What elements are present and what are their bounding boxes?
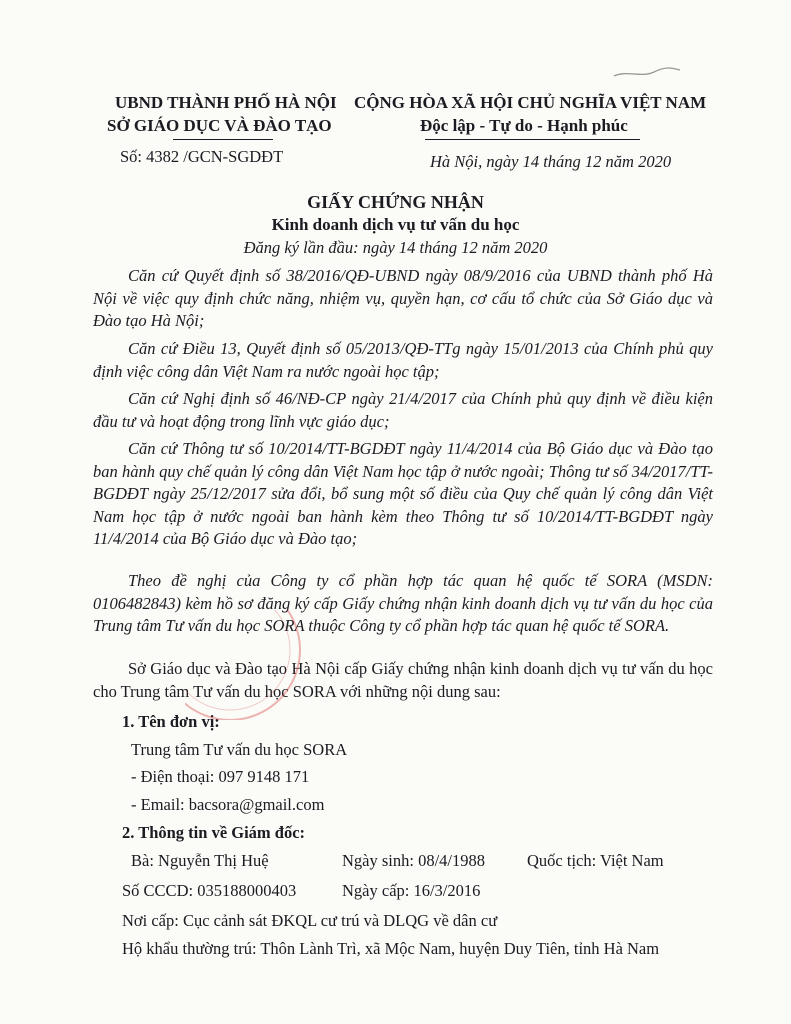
red-stamp-icon	[185, 610, 305, 720]
director-name: Bà: Nguyễn Thị Huệ	[131, 851, 269, 870]
issuer-line2: SỞ GIÁO DỤC VÀ ĐÀO TẠO	[107, 116, 332, 135]
document-title: GIẤY CHỨNG NHẬN	[307, 192, 484, 212]
unit-email: - Email: bacsora@gmail.com	[131, 795, 325, 814]
director-id-issue-date: Ngày cấp: 16/3/2016	[342, 881, 481, 900]
director-id-number: Số CCCD: 035188000403	[122, 881, 297, 900]
basis-paragraph-2: Căn cứ Điều 13, Quyết định số 05/2013/QĐ-TTg ngày 15/01/2013 của Chính phủ quy định việc công dân Việt Nam ra nước ngoài học tập;	[93, 339, 713, 381]
basis-paragraph-5: Theo đề nghị của Công ty cổ phần hợp tác quan hệ quốc tế SORA (MSDN: 0106482843) kèm hồ sơ đăng ký cấp Giấy chứng nhận kinh doanh dịch vụ tư vấn du học của Trung tâm Tư vấn du học SORA thuộc Công ty cổ phần hợp tác quan hệ quốc tế SORA.	[93, 571, 713, 635]
unit-name: Trung tâm Tư vấn du học SORA	[131, 740, 348, 759]
director-dob: Ngày sinh: 08/4/1988	[342, 851, 485, 870]
unit-phone: - Điện thoại: 097 9148 171	[131, 767, 310, 786]
section2-heading: 2. Thông tin về Giám đốc:	[122, 823, 306, 842]
issuer-line1: UBND THÀNH PHỐ HÀ NỘI	[115, 93, 337, 112]
registration-date: Đăng ký lần đầu: ngày 14 tháng 12 năm 2020	[243, 238, 548, 257]
motto-divider	[425, 139, 640, 140]
issuer-divider	[173, 139, 273, 140]
basis-paragraph-1: Căn cứ Quyết định số 38/2016/QĐ-UBND ngày 08/9/2016 của UBND thành phố Hà Nội về việc quy định chức năng, nhiệm vụ, quyền hạn, cơ cấu tổ chức của Sở Giáo dục và Đào tạo Hà Nội;	[93, 266, 713, 330]
country-line1: CỘNG HÒA XÃ HỘI CHỦ NGHĨA VIỆT NAM	[354, 93, 707, 112]
signature-mark-icon	[612, 64, 682, 82]
director-nationality: Quốc tịch: Việt Nam	[527, 851, 664, 870]
decision-paragraph: Sở Giáo dục và Đào tạo Hà Nội cấp Giấy chứng nhận kinh doanh dịch vụ tư vấn du học cho Trung tâm Tư vấn du học SORA với những nội dung sau:	[93, 659, 713, 701]
document-number: Số: 4382 /GCN-SGDĐT	[120, 147, 284, 166]
country-motto: Độc lập - Tự do - Hạnh phúc	[420, 116, 628, 135]
basis-paragraph-3: Căn cứ Nghị định số 46/NĐ-CP ngày 21/4/2017 của Chính phủ quy định về điều kiện đầu tư và hoạt động trong lĩnh vực giáo dục;	[93, 389, 713, 431]
document-subtitle: Kinh doanh dịch vụ tư vấn du học	[271, 215, 520, 234]
basis-paragraph-4: Căn cứ Thông tư số 10/2014/TT-BGDĐT ngày 11/4/2014 của Bộ Giáo dục và Đào tạo ban hành quy chế quản lý công dân Việt Nam học tập ở nước ngoài; Thông tư số 34/2017/TT-BGDĐT ngày 25/12/2017 sửa đổi, bổ sung một số điều của Quy chế quản lý công dân Việt Nam học tập ở nước ngoài ban hành kèm theo Thông tư số 10/2014/TT-BGDĐT ngày 11/4/2014 của Bộ Giáo dục và Đào tạo;	[93, 439, 713, 548]
section1-heading: 1. Tên đơn vị:	[122, 712, 220, 731]
director-residence: Hộ khẩu thường trú: Thôn Lành Trì, xã Mộc Nam, huyện Duy Tiên, tỉnh Hà Nam	[122, 939, 660, 958]
director-id-issue-place: Nơi cấp: Cục cảnh sát ĐKQL cư trú và DLQG về dân cư	[122, 911, 498, 930]
document-date: Hà Nội, ngày 14 tháng 12 năm 2020	[430, 152, 672, 171]
